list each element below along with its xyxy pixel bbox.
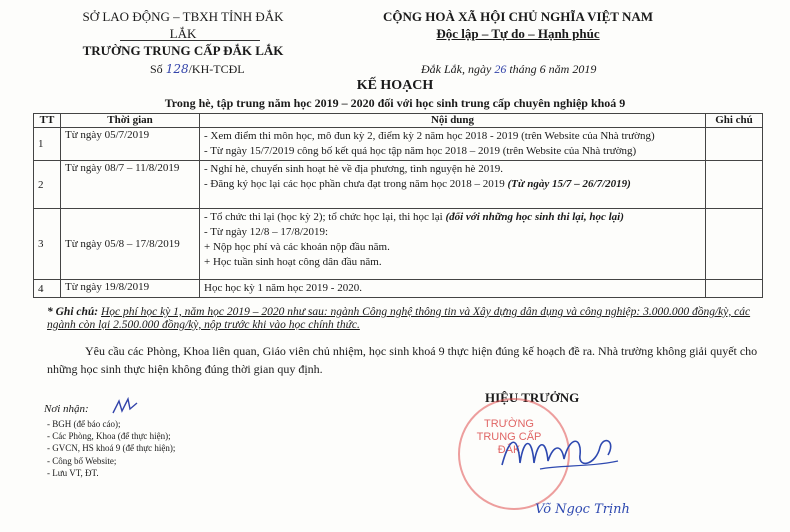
- signature-icon: [500, 425, 620, 475]
- table-row: [34, 280, 763, 298]
- document-subtitle: Trong hè, tập trung năm học 2019 – 2020 đối với học sinh trung cấp chuyên nghiệp khoá 9: [164, 96, 626, 110]
- list-item: - Công bố Website;: [47, 455, 175, 467]
- doc-number-handwritten: 128: [165, 62, 189, 76]
- row-content: [200, 209, 706, 280]
- list-item: - GVCN, HS khoá 9 (để thực hiện);: [47, 442, 175, 454]
- issuer-block: [78, 8, 288, 59]
- row-time: Từ ngày 08/7 – 11/8/2019: [61, 161, 200, 209]
- signer-name: Võ Ngọc Trịnh: [535, 502, 630, 517]
- table-header-row: [34, 114, 763, 128]
- row-time: Từ ngày 19/8/2019: [61, 280, 200, 298]
- row-number: 2: [34, 161, 61, 209]
- list-item: - Các Phòng, Khoa (để thực hiện);: [47, 430, 175, 442]
- row-note: [706, 280, 763, 298]
- content-spacer: [204, 192, 701, 207]
- header-content: Nội dung: [200, 114, 706, 128]
- content-line: Học học kỳ 1 năm học 2019 - 2020.: [204, 282, 362, 294]
- row-time: Từ ngày 05/8 – 17/8/2019: [61, 209, 200, 280]
- doc-number-prefix: Số: [150, 62, 163, 76]
- content-line: + Nộp học phí và các khoản nộp đầu năm.: [204, 241, 390, 253]
- school-name: TRƯỜNG TRUNG CẤP ĐẮK LẮK: [82, 43, 284, 58]
- row-content: [200, 161, 706, 209]
- list-item: - BGH (để báo cáo);: [47, 418, 175, 430]
- national-header: [368, 8, 668, 42]
- fee-note-text: Học phí học kỳ 1, năm học 2019 – 2020 như sau: ngành Công nghệ thông tin và Xây dựng dân dụng và công nghiệp: 3.000.000 đồng/kỳ, các ngành còn lại 2.500.000 đồng/kỳ, nộp trước khi vào học chính thức.: [47, 306, 751, 331]
- row-note: [706, 128, 763, 161]
- row-note: [706, 209, 763, 280]
- row-note: [706, 161, 763, 209]
- content-text: - Đăng ký học lại các học phần chưa đạt trong năm học 2018 – 2019: [204, 178, 505, 190]
- row-content: [200, 280, 706, 298]
- row-number: 4: [34, 280, 61, 298]
- content-spacer: [204, 270, 701, 278]
- doc-number-suffix: /KH-TCĐL: [188, 62, 245, 76]
- principal-title: HIỆU TRƯỞNG: [485, 390, 580, 405]
- recipients-label: Nơi nhận:: [44, 403, 89, 415]
- document-title: KẾ HOẠCH: [356, 78, 434, 93]
- content-line: - Từ ngày 15/7/2019 công bố kết quả học tập năm học 2018 – 2019 (trên Website của Nhà trường): [204, 145, 637, 157]
- row-time: Từ ngày 05/7/2019: [61, 128, 200, 161]
- header-divider: [120, 40, 260, 41]
- table-row: [34, 128, 763, 161]
- document-number: [150, 62, 245, 77]
- content-line: [204, 210, 701, 225]
- nation-name: CỘNG HOÀ XÃ HỘI CHỦ NGHĨA VIỆT NAM: [382, 9, 654, 24]
- issue-date: [421, 62, 596, 77]
- header-note: Ghi chú: [706, 114, 763, 128]
- request-paragraph: Yêu cầu các Phòng, Khoa liên quan, Giáo viên chủ nhiệm, học sinh khoá 9 thực hiện đúng kế hoạch đề ra. Nhà trường không giải quyết cho những học sinh thực hiện không đúng thời gian quy định.: [47, 344, 758, 376]
- content-emphasis: (đối với những học sinh thi lại, học lại): [445, 211, 624, 223]
- fee-note-label: * Ghi chú:: [47, 306, 99, 318]
- header-tt: TT: [34, 114, 61, 128]
- table-row: [34, 209, 763, 280]
- row-number: 3: [34, 209, 61, 280]
- content-emphasis: (Từ ngày 15/7 – 26/7/2019): [507, 178, 631, 190]
- table-row: [34, 161, 763, 209]
- content-line: - Từ ngày 12/8 – 17/8/2019:: [204, 226, 329, 238]
- row-content: [200, 128, 706, 161]
- header-time: Thời gian: [61, 114, 200, 128]
- department-name: SỞ LAO ĐỘNG – TBXH TỈNH ĐẮK LẮK: [82, 9, 284, 41]
- initials-icon: [110, 395, 140, 417]
- content-line: + Học tuần sinh hoạt công dân đầu năm.: [204, 256, 382, 268]
- content-line: - Xem điểm thi môn học, mô đun kỳ 2, điểm kỳ 2 năm học 2018 - 2019 (trên Website của Nhà trường): [204, 130, 655, 142]
- fee-note: [47, 306, 777, 332]
- content-text: - Tổ chức thi lại (học kỳ 2); tổ chức học lại, thi học lại: [204, 211, 443, 223]
- list-item: - Lưu VT, ĐT.: [47, 467, 175, 479]
- content-line: - Nghỉ hè, chuyển sinh hoạt hè về địa phương, tình nguyện hè 2019.: [204, 163, 503, 175]
- row-number: 1: [34, 128, 61, 161]
- content-line: [204, 177, 701, 192]
- date-suffix: tháng 6 năm 2019: [509, 62, 597, 76]
- stamp-text: TRƯỜNG TRUNG CẤP ĐẮK: [476, 418, 542, 456]
- date-day-handwritten: 26: [494, 62, 507, 76]
- recipients-list: [47, 418, 175, 479]
- date-prefix: Đắk Lắk, ngày: [421, 62, 492, 76]
- schedule-table: [33, 113, 763, 298]
- national-motto: Độc lập – Tự do – Hạnh phúc: [436, 26, 600, 41]
